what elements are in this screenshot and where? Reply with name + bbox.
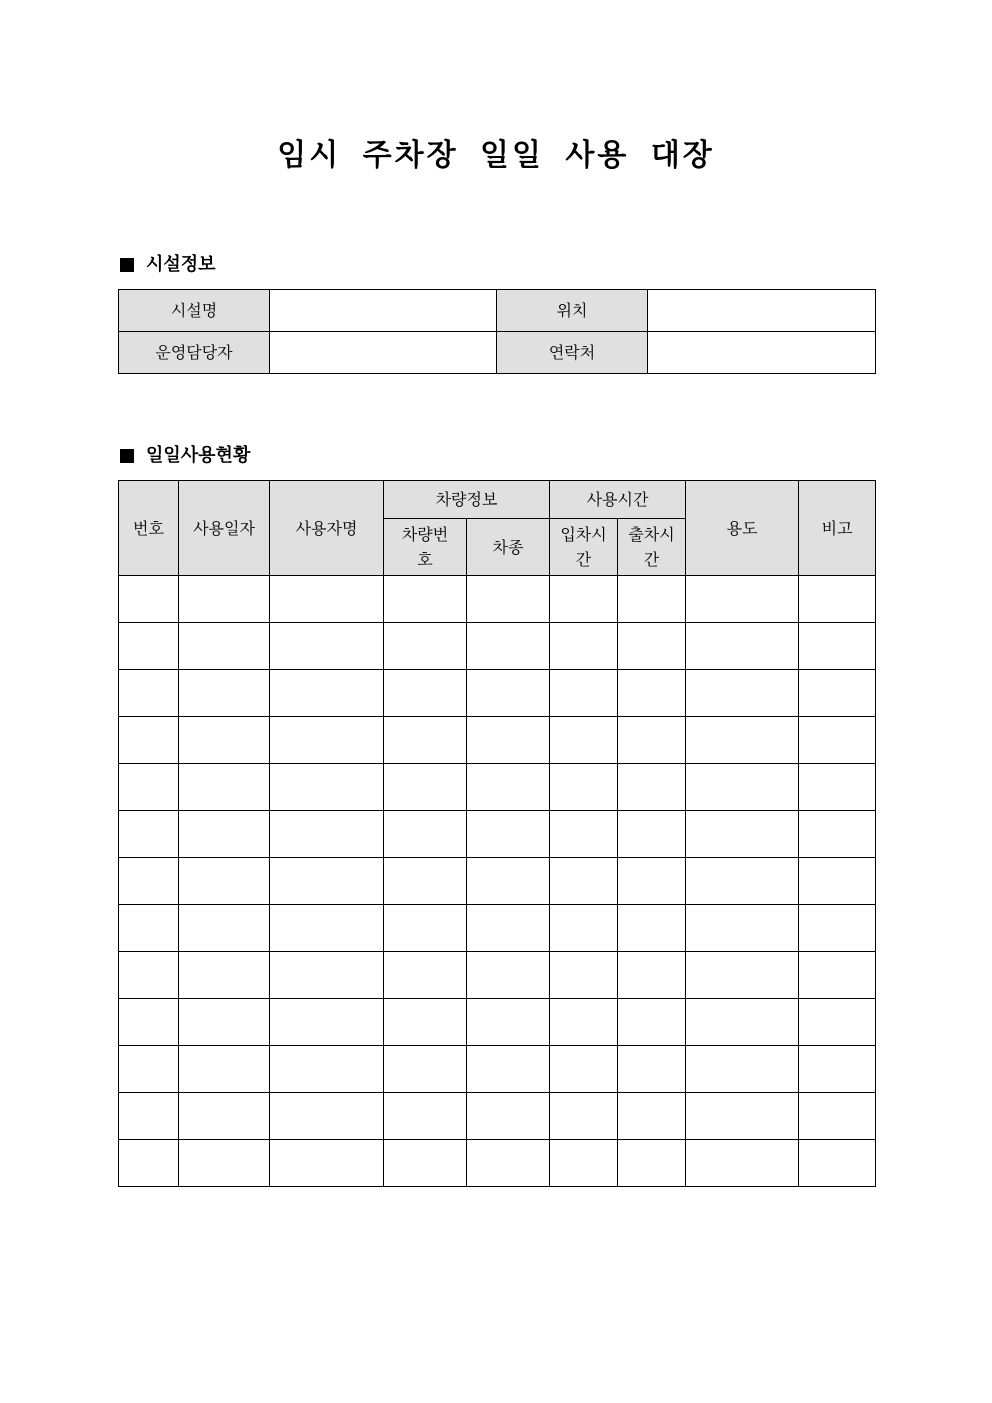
user-cell[interactable] — [270, 952, 384, 999]
no-cell[interactable] — [119, 999, 179, 1046]
remarks-cell[interactable] — [799, 717, 876, 764]
table-row — [119, 764, 876, 811]
user-cell[interactable] — [270, 811, 384, 858]
vehicle-number-cell[interactable] — [384, 764, 467, 811]
entry-time-cell[interactable] — [550, 1046, 618, 1093]
purpose-cell[interactable] — [686, 623, 799, 670]
table-row — [119, 999, 876, 1046]
header-remarks: 비고 — [799, 481, 876, 576]
facility-info-table — [118, 289, 876, 374]
facility-section-heading — [119, 253, 216, 277]
vehicle-number-cell[interactable] — [384, 1140, 467, 1187]
date-cell[interactable] — [179, 623, 270, 670]
user-cell[interactable] — [270, 1046, 384, 1093]
no-cell[interactable] — [119, 858, 179, 905]
facility-row — [119, 290, 876, 332]
purpose-cell[interactable] — [686, 764, 799, 811]
entry-time-cell[interactable] — [550, 999, 618, 1046]
date-cell[interactable] — [179, 858, 270, 905]
vehicle-type-cell[interactable] — [467, 811, 550, 858]
vehicle-number-cell[interactable] — [384, 576, 467, 623]
vehicle-number-cell[interactable] — [384, 811, 467, 858]
header-vehicle-number: 차량번호 — [384, 519, 467, 576]
header-exit-time: 출차시간 — [618, 519, 686, 576]
purpose-cell[interactable] — [686, 576, 799, 623]
date-cell[interactable] — [179, 952, 270, 999]
remarks-cell[interactable] — [799, 952, 876, 999]
table-row — [119, 1140, 876, 1187]
header-user: 사용자명 — [270, 481, 384, 576]
no-cell[interactable] — [119, 811, 179, 858]
header-vehicle-info: 차량정보 — [384, 481, 550, 519]
no-cell[interactable] — [119, 1093, 179, 1140]
no-cell[interactable] — [119, 623, 179, 670]
vehicle-number-cell[interactable] — [384, 717, 467, 764]
vehicle-type-cell[interactable] — [467, 999, 550, 1046]
entry-time-cell[interactable] — [550, 623, 618, 670]
table-row — [119, 670, 876, 717]
usage-section-heading — [119, 444, 250, 468]
remarks-cell[interactable] — [799, 764, 876, 811]
purpose-cell[interactable] — [686, 952, 799, 999]
no-cell[interactable] — [119, 717, 179, 764]
exit-time-cell[interactable] — [618, 999, 686, 1046]
vehicle-type-cell[interactable] — [467, 764, 550, 811]
date-cell[interactable] — [179, 1046, 270, 1093]
entry-time-cell[interactable] — [550, 811, 618, 858]
date-cell[interactable] — [179, 811, 270, 858]
remarks-cell[interactable] — [799, 905, 876, 952]
exit-time-cell[interactable] — [618, 576, 686, 623]
remarks-cell[interactable] — [799, 623, 876, 670]
remarks-cell[interactable] — [799, 999, 876, 1046]
table-row — [119, 1046, 876, 1093]
user-cell[interactable] — [270, 905, 384, 952]
entry-time-cell[interactable] — [550, 1140, 618, 1187]
header-vehicle-type: 차종 — [467, 519, 550, 576]
vehicle-type-cell[interactable] — [467, 905, 550, 952]
entry-time-cell[interactable] — [550, 905, 618, 952]
exit-time-cell[interactable] — [618, 764, 686, 811]
header-date: 사용일자 — [179, 481, 270, 576]
user-cell[interactable] — [270, 576, 384, 623]
date-cell[interactable] — [179, 999, 270, 1046]
no-cell[interactable] — [119, 1140, 179, 1187]
purpose-cell[interactable] — [686, 717, 799, 764]
purpose-cell[interactable] — [686, 1046, 799, 1093]
daily-usage-table — [118, 480, 876, 1187]
entry-time-cell[interactable] — [550, 576, 618, 623]
table-row — [119, 623, 876, 670]
remarks-cell[interactable] — [799, 1046, 876, 1093]
header-entry-time: 입차시간 — [550, 519, 618, 576]
purpose-cell[interactable] — [686, 905, 799, 952]
remarks-cell[interactable] — [799, 858, 876, 905]
no-cell[interactable] — [119, 1046, 179, 1093]
no-cell[interactable] — [119, 764, 179, 811]
exit-time-cell[interactable] — [618, 670, 686, 717]
contact-field[interactable] — [648, 332, 876, 374]
date-cell[interactable] — [179, 764, 270, 811]
vehicle-type-cell[interactable] — [467, 717, 550, 764]
no-cell[interactable] — [119, 905, 179, 952]
vehicle-number-cell[interactable] — [384, 858, 467, 905]
facility-section-label: 시설정보 — [146, 254, 216, 275]
purpose-cell[interactable] — [686, 1093, 799, 1140]
purpose-cell[interactable] — [686, 999, 799, 1046]
table-row — [119, 858, 876, 905]
header-purpose: 용도 — [686, 481, 799, 576]
table-row — [119, 717, 876, 764]
vehicle-type-cell[interactable] — [467, 670, 550, 717]
exit-time-cell[interactable] — [618, 811, 686, 858]
no-cell[interactable] — [119, 952, 179, 999]
vehicle-type-cell[interactable] — [467, 576, 550, 623]
purpose-cell[interactable] — [686, 1140, 799, 1187]
table-row — [119, 811, 876, 858]
date-cell[interactable] — [179, 576, 270, 623]
date-cell[interactable] — [179, 717, 270, 764]
table-row — [119, 576, 876, 623]
black-square-icon — [120, 449, 134, 463]
vehicle-type-cell[interactable] — [467, 1140, 550, 1187]
exit-time-cell[interactable] — [618, 717, 686, 764]
entry-time-cell[interactable] — [550, 858, 618, 905]
vehicle-type-cell[interactable] — [467, 1046, 550, 1093]
vehicle-number-cell[interactable] — [384, 952, 467, 999]
exit-time-cell[interactable] — [618, 1093, 686, 1140]
manager-label: 운영담당자 — [119, 332, 270, 374]
entry-time-cell[interactable] — [550, 1093, 618, 1140]
vehicle-type-cell[interactable] — [467, 623, 550, 670]
exit-time-cell[interactable] — [618, 858, 686, 905]
vehicle-number-cell[interactable] — [384, 623, 467, 670]
vehicle-number-cell[interactable] — [384, 1093, 467, 1140]
user-cell[interactable] — [270, 717, 384, 764]
facility-name-label: 시설명 — [119, 290, 270, 332]
date-cell[interactable] — [179, 1140, 270, 1187]
vehicle-number-cell[interactable] — [384, 905, 467, 952]
exit-time-cell[interactable] — [618, 1046, 686, 1093]
date-cell[interactable] — [179, 905, 270, 952]
facility-name-field[interactable] — [270, 290, 497, 332]
location-label: 위치 — [497, 290, 648, 332]
date-cell[interactable] — [179, 1093, 270, 1140]
vehicle-number-cell[interactable] — [384, 670, 467, 717]
purpose-cell[interactable] — [686, 858, 799, 905]
entry-time-cell[interactable] — [550, 764, 618, 811]
user-cell[interactable] — [270, 1140, 384, 1187]
remarks-cell[interactable] — [799, 576, 876, 623]
purpose-cell[interactable] — [686, 670, 799, 717]
user-cell[interactable] — [270, 623, 384, 670]
user-cell[interactable] — [270, 999, 384, 1046]
no-cell[interactable] — [119, 576, 179, 623]
entry-time-cell[interactable] — [550, 952, 618, 999]
header-no: 번호 — [119, 481, 179, 576]
date-cell[interactable] — [179, 670, 270, 717]
remarks-cell[interactable] — [799, 811, 876, 858]
manager-field[interactable] — [270, 332, 497, 374]
user-cell[interactable] — [270, 858, 384, 905]
exit-time-cell[interactable] — [618, 952, 686, 999]
header-usage-time: 사용시간 — [550, 481, 686, 519]
vehicle-type-cell[interactable] — [467, 1093, 550, 1140]
header-row — [119, 481, 876, 519]
facility-row — [119, 332, 876, 374]
remarks-cell[interactable] — [799, 1093, 876, 1140]
table-row — [119, 905, 876, 952]
vehicle-type-cell[interactable] — [467, 858, 550, 905]
contact-label: 연락처 — [497, 332, 648, 374]
location-field[interactable] — [648, 290, 876, 332]
remarks-cell[interactable] — [799, 1140, 876, 1187]
page-title: 임시 주차장 일일 사용 대장 — [277, 138, 715, 173]
usage-section-label: 일일사용현황 — [146, 445, 251, 466]
table-row — [119, 952, 876, 999]
exit-time-cell[interactable] — [618, 623, 686, 670]
exit-time-cell[interactable] — [618, 1140, 686, 1187]
user-cell[interactable] — [270, 1093, 384, 1140]
exit-time-cell[interactable] — [618, 905, 686, 952]
entry-time-cell[interactable] — [550, 717, 618, 764]
vehicle-number-cell[interactable] — [384, 1046, 467, 1093]
table-row — [119, 1093, 876, 1140]
purpose-cell[interactable] — [686, 811, 799, 858]
vehicle-type-cell[interactable] — [467, 952, 550, 999]
black-square-icon — [120, 258, 134, 272]
entry-time-cell[interactable] — [550, 670, 618, 717]
user-cell[interactable] — [270, 764, 384, 811]
no-cell[interactable] — [119, 670, 179, 717]
vehicle-number-cell[interactable] — [384, 999, 467, 1046]
usage-table-body — [119, 576, 876, 1187]
remarks-cell[interactable] — [799, 670, 876, 717]
user-cell[interactable] — [270, 670, 384, 717]
